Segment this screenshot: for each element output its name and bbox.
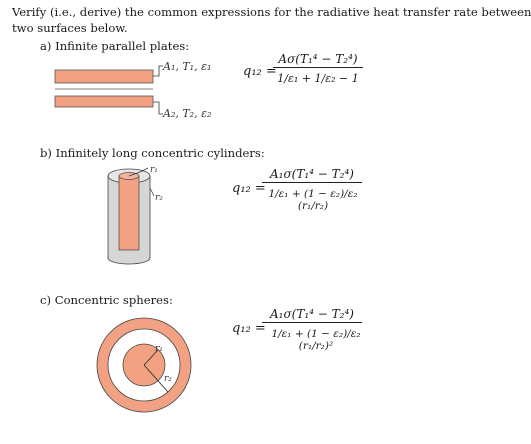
cyl-r2-label: r₂ bbox=[155, 193, 163, 203]
equation-a-denominator: 1/ε₁ + 1/ε₂ − 1 bbox=[277, 72, 359, 85]
sphere-r1-label: r₁ bbox=[155, 344, 163, 354]
leader-surface-2 bbox=[153, 102, 163, 114]
surface-1-label: A₁, T₁, ε₁ bbox=[163, 60, 212, 73]
leader-surface-1 bbox=[153, 66, 163, 76]
part-c-label: c) Concentric spheres: bbox=[40, 293, 173, 307]
parallel-plates-figure bbox=[55, 64, 180, 120]
intro-line-1: Verify (i.e., derive) the common expressions for the radiative heat transfer rate between bbox=[12, 5, 531, 19]
cyl-r1-label: r₁ bbox=[150, 165, 158, 175]
equation-b-denominator: 1/ε₁ + (1 − ε₂)/ε₂ (r₁/r₂) bbox=[268, 188, 358, 212]
equation-c-denominator: 1/ε₁ + (1 − ε₂)/ε₂ (r₁/r₂)² bbox=[271, 328, 361, 352]
sphere-r2-label: r₂ bbox=[164, 374, 172, 384]
equation-a-lhs: q₁₂ = bbox=[243, 64, 277, 79]
equation-a-numerator: Aσ(T₁⁴ − T₂⁴) bbox=[273, 52, 363, 68]
equation-c-numerator: A₁σ(T₁⁴ − T₂⁴) bbox=[262, 307, 362, 323]
equation-b-numerator: A₁σ(T₁⁴ − T₂⁴) bbox=[262, 167, 362, 183]
part-b-label: b) Infinitely long concentric cylinders: bbox=[40, 146, 265, 160]
equation-b-lhs: q₁₂ = bbox=[232, 181, 266, 196]
plate-2 bbox=[55, 96, 153, 107]
part-a-label: a) Infinite parallel plates: bbox=[40, 39, 190, 53]
intro-line-2: two surfaces below. bbox=[12, 21, 128, 35]
equation-c-lhs: q₁₂ = bbox=[232, 321, 266, 336]
concentric-spheres-figure bbox=[94, 315, 194, 415]
plate-1 bbox=[55, 70, 153, 83]
surface-2-label: A₂, T₂, ε₂ bbox=[163, 107, 212, 120]
intro-text bbox=[12, 4, 531, 36]
concentric-cylinders-figure bbox=[100, 166, 180, 266]
